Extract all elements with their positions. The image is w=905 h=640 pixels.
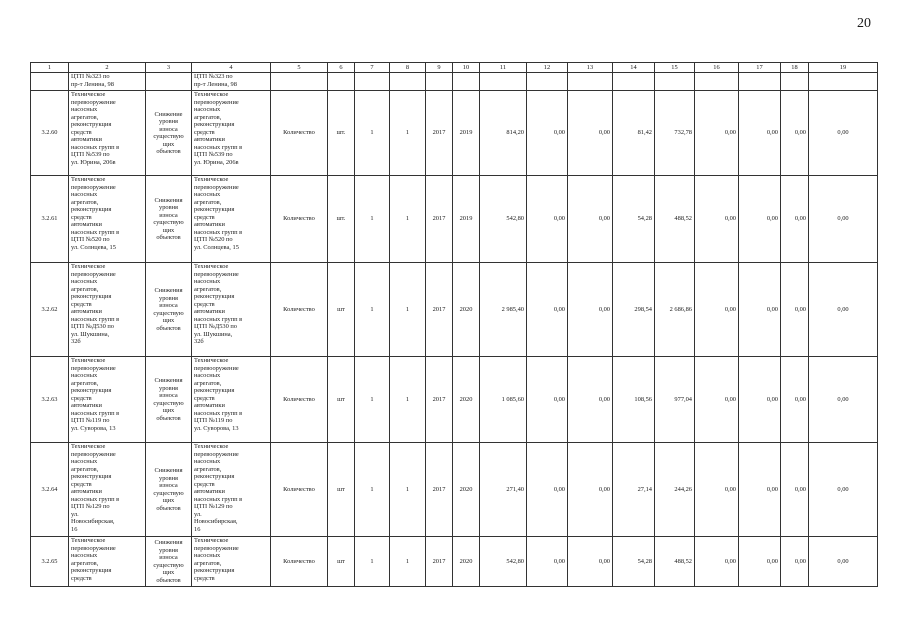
cell-11: 814,20: [480, 91, 527, 176]
cell-goal: Снижения уровня износа существую щих объектов: [146, 176, 192, 263]
cell-end-year: 2019: [453, 91, 480, 176]
column-number: 13: [568, 63, 613, 73]
cell-13: 0,00: [568, 91, 613, 176]
cell-indicator: Количество: [271, 176, 328, 263]
cell-11: 1 085,60: [480, 357, 527, 443]
cell-goal: Снижения уровня износа существую щих объектов: [146, 263, 192, 357]
cell-7: 1: [355, 91, 390, 176]
cell-12: 0,00: [527, 357, 568, 443]
cell-7: 1: [355, 357, 390, 443]
table-row: [31, 263, 878, 357]
cell-indicator: Количество: [271, 357, 328, 443]
cell-unit: шт: [328, 443, 355, 537]
cell-18: 0,00: [781, 176, 809, 263]
column-number: 3: [146, 63, 192, 73]
cell-goal: Снижения уровня износа существую щих объектов: [146, 443, 192, 537]
cell-7: 1: [355, 537, 390, 587]
cell-17: 0,00: [739, 176, 781, 263]
cell-start-year: 2017: [426, 91, 453, 176]
cell-end-year: 2020: [453, 537, 480, 587]
cell-16: 0,00: [695, 443, 739, 537]
cell-8: 1: [390, 91, 426, 176]
cell-18: 0,00: [781, 91, 809, 176]
cell-8: 1: [390, 443, 426, 537]
cell-12: 0,00: [527, 537, 568, 587]
column-number: 1: [31, 63, 69, 73]
cell-12: 0,00: [527, 263, 568, 357]
cell-8: 1: [390, 176, 426, 263]
column-number: 2: [69, 63, 146, 73]
cell-end-year: 2020: [453, 357, 480, 443]
cell-17: 0,00: [739, 537, 781, 587]
cell-end-year: 2020: [453, 443, 480, 537]
column-number: 11: [480, 63, 527, 73]
cell-code: 3.2.61: [31, 176, 69, 263]
cell-18: 0,00: [781, 357, 809, 443]
table-row: [31, 176, 878, 263]
cell-name: Техническое перевооружение насосных агрегатов, реконструкция средств автоматики насосных групп в ЦТП №520 по ул. Солнцева, 15: [69, 176, 146, 263]
column-number: 10: [453, 63, 480, 73]
cell-19: 0,00: [809, 537, 878, 587]
column-number: 6: [328, 63, 355, 73]
cell-code: 3.2.63: [31, 357, 69, 443]
cell-start-year: 2017: [426, 263, 453, 357]
cell-start-year: 2017: [426, 176, 453, 263]
table-row: [31, 91, 878, 176]
cell-12: 0,00: [527, 91, 568, 176]
cell-name: ЦТП №323 по пр-т Ленина, 98: [69, 73, 146, 91]
cell-14: 298,54: [613, 263, 655, 357]
cell-11: 542,80: [480, 176, 527, 263]
cell-end-year: 2019: [453, 176, 480, 263]
cell-11: 2 985,40: [480, 263, 527, 357]
cell-19: 0,00: [809, 263, 878, 357]
cell-name: Техническое перевооружение насосных агрегатов, реконструкция средств автоматики насосных групп в ЦТП №119 по ул. Суворова, 13: [69, 357, 146, 443]
cell-13: 0,00: [568, 443, 613, 537]
cell-16: 0,00: [695, 263, 739, 357]
cell-8: 1: [390, 263, 426, 357]
column-number: 15: [655, 63, 695, 73]
cell-unit: шт: [328, 263, 355, 357]
cell-code: 3.2.60: [31, 91, 69, 176]
column-number-row: [31, 63, 878, 73]
continuation-row: [31, 73, 878, 91]
column-number: 16: [695, 63, 739, 73]
cell-description: Техническое перевооружение насосных агрегатов, реконструкция средств автоматики насосных групп в ЦТП №539 по ул. Юрина, 206в: [192, 91, 271, 176]
cell-17: 0,00: [739, 443, 781, 537]
program-table: [30, 62, 878, 587]
cell-18: 0,00: [781, 537, 809, 587]
column-number: 17: [739, 63, 781, 73]
cell-description: ЦТП №323 по пр-т Ленина, 98: [192, 73, 271, 91]
program-table-sheet: [30, 62, 877, 587]
cell-18: 0,00: [781, 443, 809, 537]
cell-goal: Снижения уровня износа существую щих объектов: [146, 537, 192, 587]
cell-16: 0,00: [695, 91, 739, 176]
cell-description: Техническое перевооружение насосных агрегатов, реконструкция средств автоматики насосных групп в ЦТП №520 по ул. Солнцева, 15: [192, 176, 271, 263]
cell-name: Техническое перевооружение насосных агрегатов, реконструкция средств автоматики насосных групп в ЦТП №539 по ул. Юрина, 206в: [69, 91, 146, 176]
cell-15: 977,04: [655, 357, 695, 443]
column-number: 18: [781, 63, 809, 73]
column-number: 9: [426, 63, 453, 73]
cell-13: 0,00: [568, 263, 613, 357]
cell-code: 3.2.65: [31, 537, 69, 587]
cell-description: Техническое перевооружение насосных агрегатов, реконструкция средств: [192, 537, 271, 587]
cell-14: 108,56: [613, 357, 655, 443]
column-number: 5: [271, 63, 328, 73]
cell-12: 0,00: [527, 443, 568, 537]
cell-17: 0,00: [739, 263, 781, 357]
cell-description: Техническое перевооружение насосных агрегатов, реконструкция средств автоматики насосных групп в ЦТП №Д530 по ул. Шукшина, 32б: [192, 263, 271, 357]
cell-name: Техническое перевооружение насосных агрегатов, реконструкция средств автоматики насосных групп в ЦТП №129 по ул. Новосибирская, 16: [69, 443, 146, 537]
table-row: [31, 443, 878, 537]
cell-start-year: 2017: [426, 443, 453, 537]
cell-7: 1: [355, 263, 390, 357]
cell-name: Техническое перевооружение насосных агрегатов, реконструкция средств автоматики насосных групп в ЦТП №Д530 по ул. Шукшина, 32б: [69, 263, 146, 357]
cell-start-year: 2017: [426, 537, 453, 587]
cell-indicator: Количество: [271, 91, 328, 176]
cell-goal: Снижения уровня износа существую щих объектов: [146, 357, 192, 443]
cell-15: 2 686,86: [655, 263, 695, 357]
cell-11: 271,40: [480, 443, 527, 537]
cell-code: [31, 73, 69, 91]
table-row: [31, 537, 878, 587]
cell-7: 1: [355, 443, 390, 537]
column-number: 19: [809, 63, 878, 73]
cell-indicator: Количество: [271, 443, 328, 537]
cell-unit: шт.: [328, 91, 355, 176]
cell-indicator: Количество: [271, 537, 328, 587]
column-number: 4: [192, 63, 271, 73]
cell-13: 0,00: [568, 176, 613, 263]
cell-indicator: Количество: [271, 263, 328, 357]
cell-15: 488,52: [655, 176, 695, 263]
cell-code: 3.2.64: [31, 443, 69, 537]
column-number: 7: [355, 63, 390, 73]
cell-14: 27,14: [613, 443, 655, 537]
cell-goal: [146, 73, 192, 91]
column-number: 8: [390, 63, 426, 73]
cell-15: 244,26: [655, 443, 695, 537]
cell-end-year: 2020: [453, 263, 480, 357]
cell-unit: шт: [328, 537, 355, 587]
table-body: [31, 63, 878, 587]
cell-17: 0,00: [739, 91, 781, 176]
cell-8: 1: [390, 537, 426, 587]
cell-start-year: 2017: [426, 357, 453, 443]
cell-7: 1: [355, 176, 390, 263]
table-row: [31, 357, 878, 443]
cell-19: 0,00: [809, 91, 878, 176]
cell-unit: шт: [328, 357, 355, 443]
cell-11: 542,80: [480, 537, 527, 587]
cell-12: 0,00: [527, 176, 568, 263]
cell-14: 54,28: [613, 176, 655, 263]
column-number: 14: [613, 63, 655, 73]
cell-unit: шт.: [328, 176, 355, 263]
cell-13: 0,00: [568, 537, 613, 587]
column-number: 12: [527, 63, 568, 73]
cell-19: 0,00: [809, 176, 878, 263]
cell-17: 0,00: [739, 357, 781, 443]
cell-8: 1: [390, 357, 426, 443]
cell-goal: Снижение уровня износа существую щих объектов: [146, 91, 192, 176]
cell-16: 0,00: [695, 357, 739, 443]
page-number: 20: [857, 16, 871, 31]
cell-description: Техническое перевооружение насосных агрегатов, реконструкция средств автоматики насосных групп в ЦТП №129 по ул. Новосибирская, 16: [192, 443, 271, 537]
cell-14: 54,28: [613, 537, 655, 587]
cell-15: 732,78: [655, 91, 695, 176]
cell-18: 0,00: [781, 263, 809, 357]
cell-16: 0,00: [695, 176, 739, 263]
cell-15: 488,52: [655, 537, 695, 587]
cell-19: 0,00: [809, 443, 878, 537]
cell-code: 3.2.62: [31, 263, 69, 357]
cell-name: Техническое перевооружение насосных агрегатов, реконструкция средств: [69, 537, 146, 587]
cell-14: 81,42: [613, 91, 655, 176]
cell-19: 0,00: [809, 357, 878, 443]
cell-description: Техническое перевооружение насосных агрегатов, реконструкция средств автоматики насосных групп в ЦТП №119 по ул. Суворова, 13: [192, 357, 271, 443]
cell-16: 0,00: [695, 537, 739, 587]
cell-13: 0,00: [568, 357, 613, 443]
